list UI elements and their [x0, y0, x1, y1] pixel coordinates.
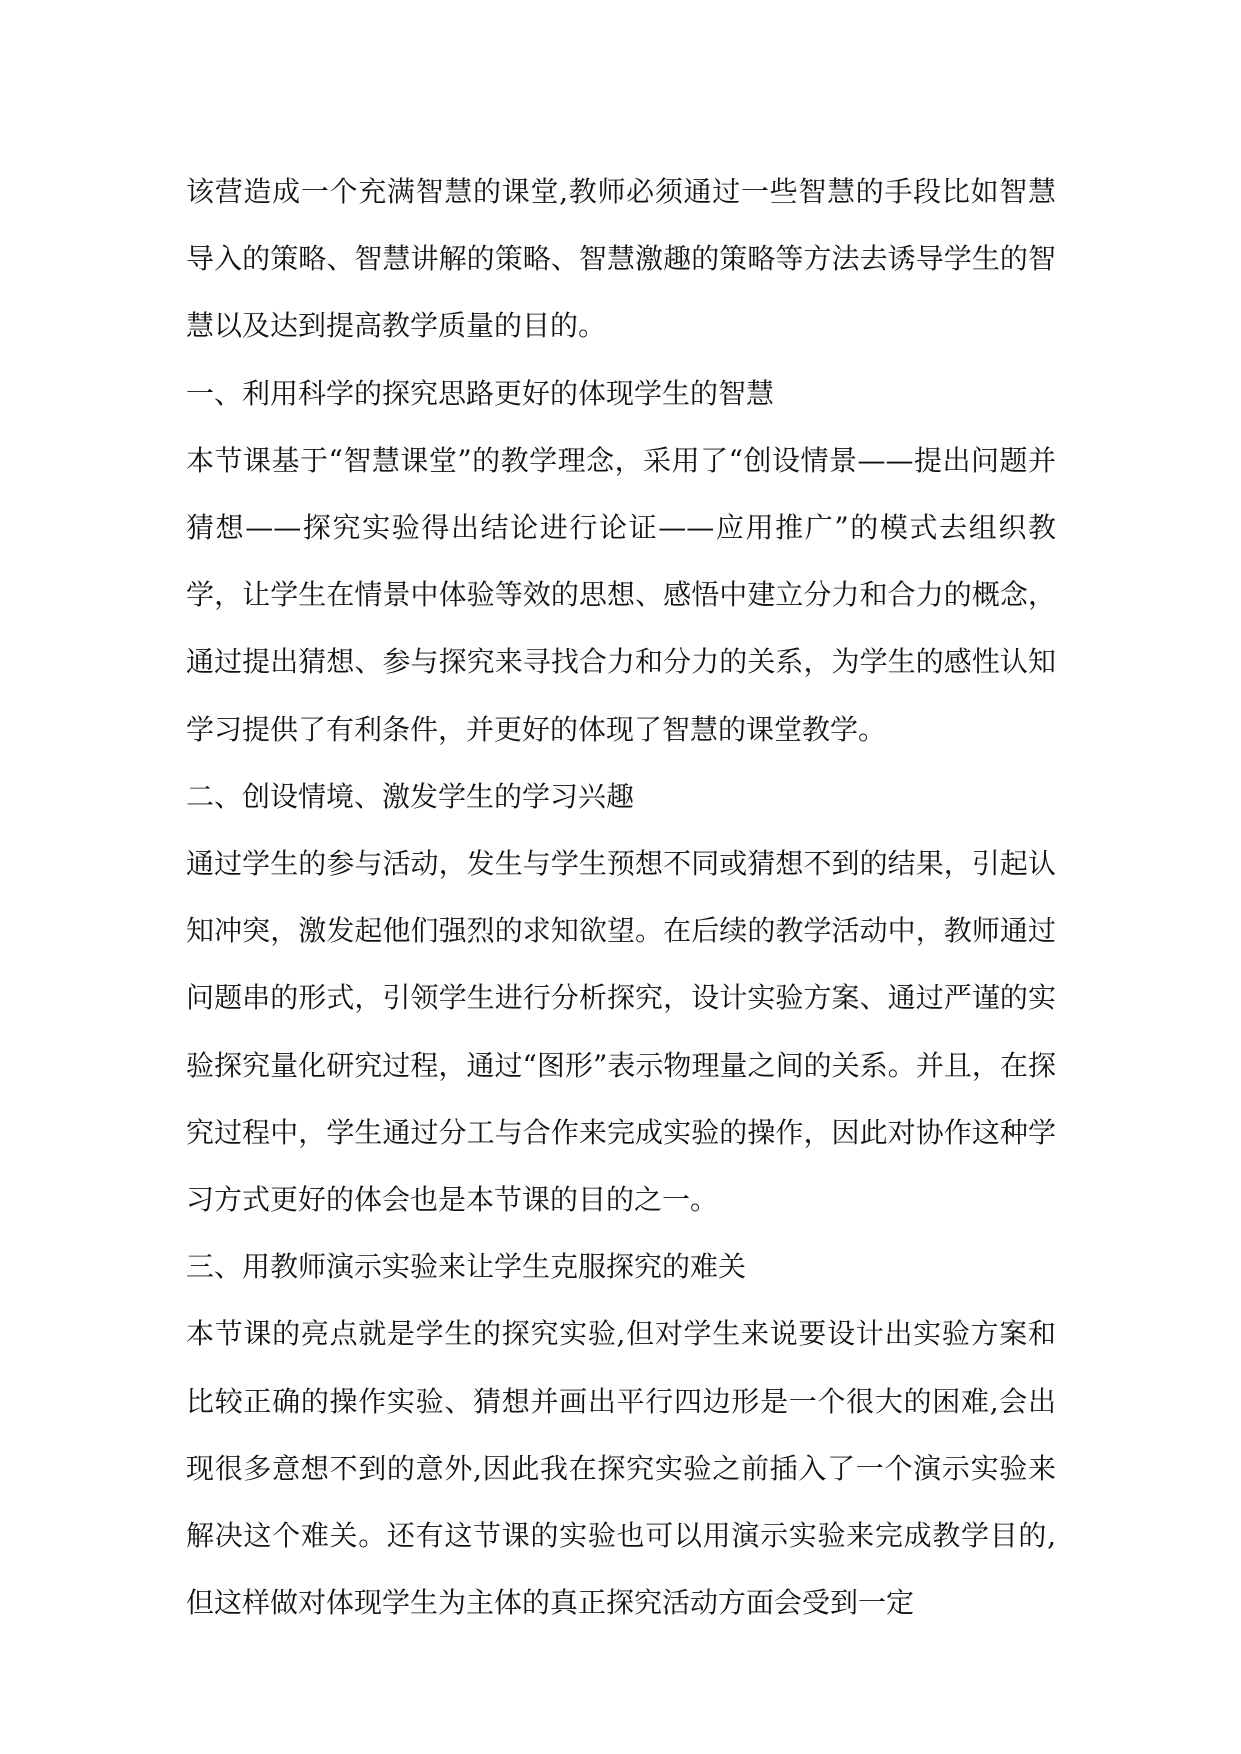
section-heading-3: 三、用教师演示实验来让学生克服探究的难关 — [186, 1250, 747, 1284]
paragraph-section-2: 通过学生的参与活动，发生与学生预想不同或猜想不到的结果，引起认知冲突，激发起他们强烈的求知欲望。在后续的教学活动中，教师通过问题串的形式，引领学生进行分析探究，设计实验方案、通过严谨的实验探究量化研究过程，通过“图形”表示物理量之间的关系。并且，在探究过程中，学生通过分工与合作来完成实验的操作，因此对协作这种学习方式更好的体会也是本节课的目的之一。 — [186, 847, 1056, 1217]
paragraph-intro-continuation: 该营造成一个充满智慧的课堂,教师必须通过一些智慧的手段比如智慧导入的策略、智慧讲解的策略、智慧激趣的策略等方法去诱导学生的智慧以及达到提高教学质量的目的。 — [186, 175, 1056, 343]
paragraph-section-3: 本节课的亮点就是学生的探究实验,但对学生来说要设计出实验方案和比较正确的操作实验、猜想并画出平行四边形是一个很大的困难,会出现很多意想不到的意外,因此我在探究实验之前插入了一个演示实验来解决这个难关。还有这节课的实验也可以用演示实验来完成教学目的,但这样做对体现学生为主体的真正探究活动方面会受到一定 — [186, 1317, 1056, 1620]
section-heading-2: 二、创设情境、激发学生的学习兴趣 — [186, 779, 635, 813]
document-body — [186, 158, 1056, 1636]
paragraph-section-1: 本节课基于“智慧课堂”的教学理念，采用了“创设情景——提出问题并猜想——探究实验得出结论进行论证——应用推广”的模式去组织教学，让学生在情景中体验等效的思想、感悟中建立分力和合力的概念，通过提出猜想、参与探究来寻找合力和分力的关系，为学生的感性认知学习提供了有利条件，并更好的体现了智慧的课堂教学。 — [186, 443, 1056, 746]
section-heading-1: 一、利用科学的探究思路更好的体现学生的智慧 — [186, 376, 775, 410]
